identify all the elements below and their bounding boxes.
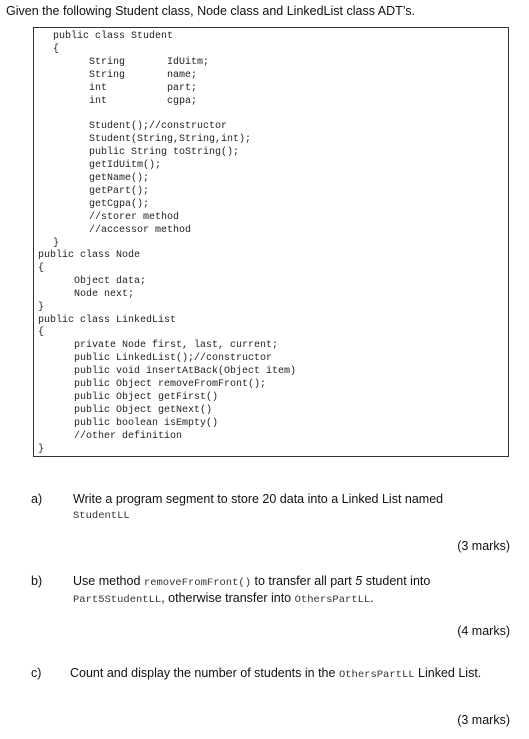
question-c-post: Linked List. xyxy=(418,666,482,680)
question-b-part-number: 5 xyxy=(355,574,363,588)
intro-text: Given the following Student class, Node class and LinkedList class ADT’s. xyxy=(6,4,416,18)
question-b-marks: (4 marks) xyxy=(457,624,510,638)
question-a-marks: (3 marks) xyxy=(457,539,510,553)
question-b-list1: Part5StudentLL xyxy=(73,594,162,606)
question-b-mid: to transfer all part xyxy=(254,574,352,588)
question-c-label: c) xyxy=(31,666,42,680)
question-c-pre: Count and display the number of students in the xyxy=(70,666,336,680)
question-c-text xyxy=(70,666,513,683)
question-b-otherwise: , otherwise transfer into xyxy=(161,591,292,605)
question-b-text xyxy=(73,574,511,608)
node-linkedlist-code: public class Node { Object data; Node next; } public class LinkedList { private Node first, last, current; public LinkedList();//constructor public void insertAtBack(Object item) public Object removeFromFront(); public Object getFirst() public Object getNext() public boolean isEmpty() //other definition } xyxy=(38,250,297,455)
question-a-label: a) xyxy=(31,492,43,506)
question-c-list: OthersPartLL xyxy=(338,669,415,681)
student-class-code: public class Student { String IdUitm; String name; int part; int cgpa; Student();//constructor Student(String,String,int); public String toString(); getIdUitm(); getName(); getPart(); getCgpa(); //storer method //accessor method } xyxy=(53,31,252,249)
question-b-pre: Use method xyxy=(73,574,141,588)
question-b-method: removeFromFront() xyxy=(143,577,252,589)
question-a-body: Write a program segment to store 20 data into a Linked List named xyxy=(73,492,444,506)
question-a-text xyxy=(73,492,511,524)
question-b-end: . xyxy=(370,591,374,605)
question-b-post: student into xyxy=(365,574,431,588)
question-b-label: b) xyxy=(31,574,43,588)
question-c-marks: (3 marks) xyxy=(457,713,510,727)
question-b-list2: OthersPartLL xyxy=(294,594,371,606)
question-a-code-term: StudentLL xyxy=(73,510,130,522)
